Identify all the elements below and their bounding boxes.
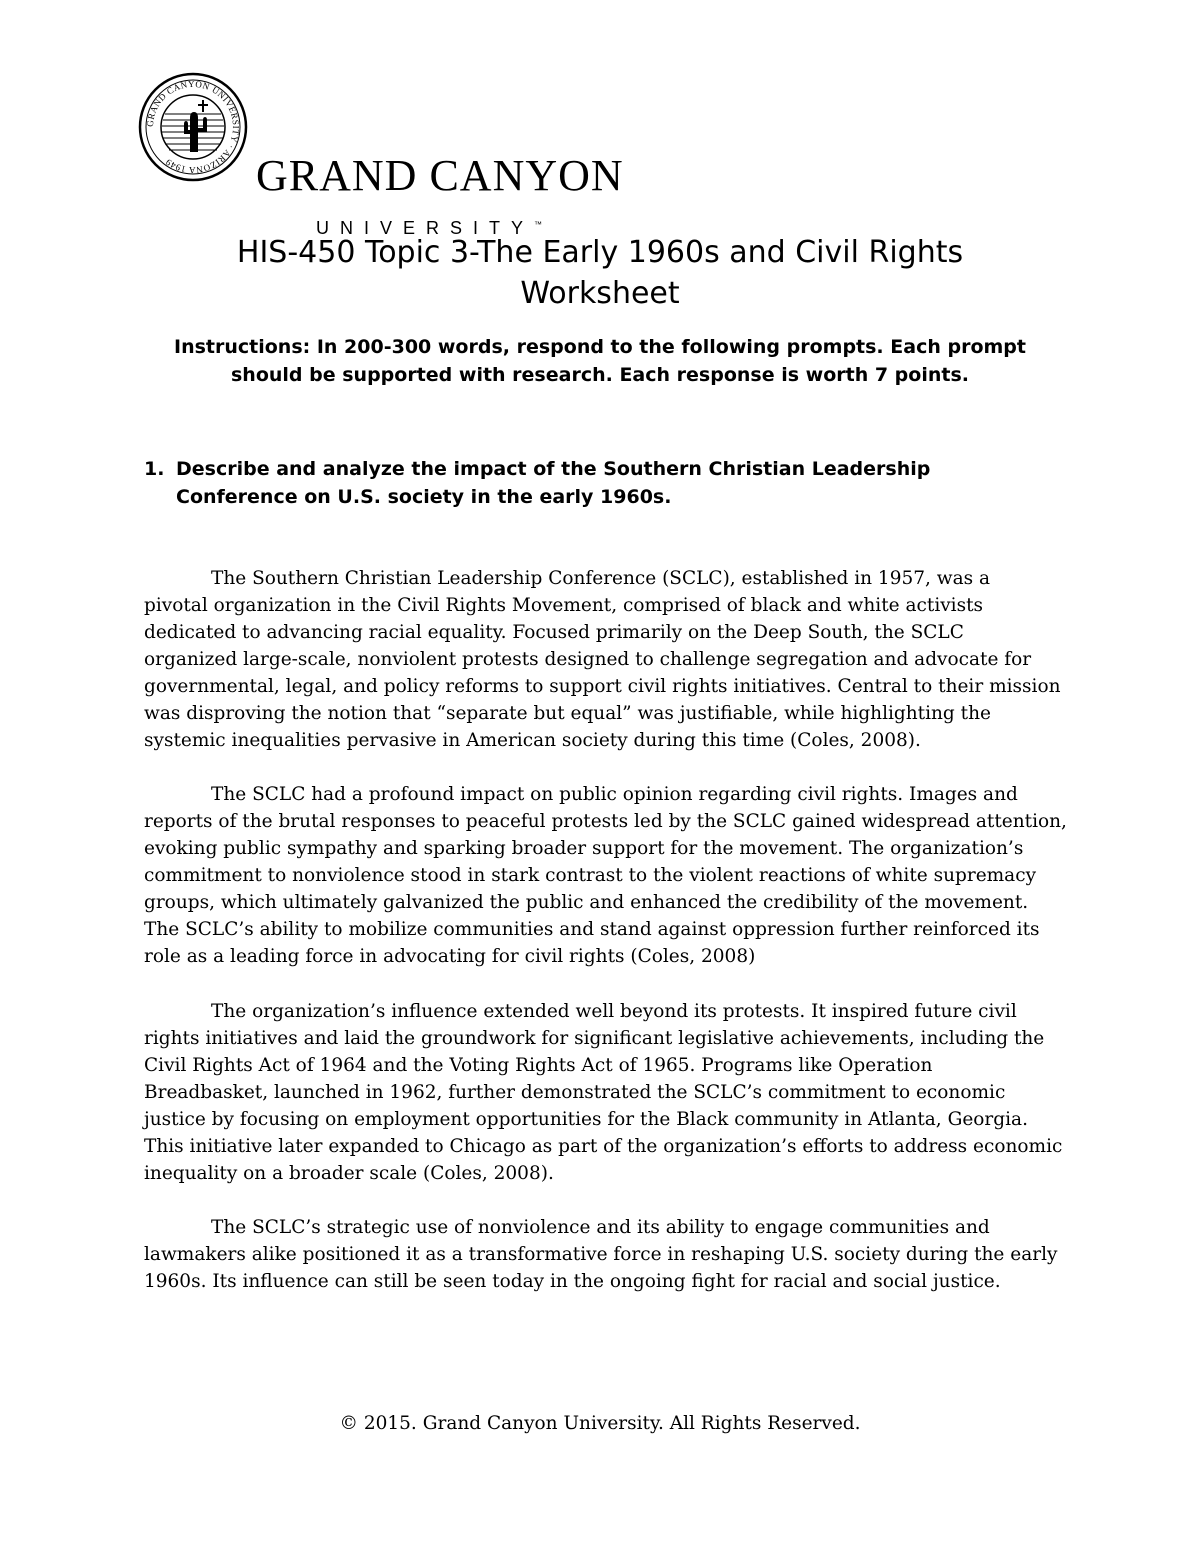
seal-text: GRAND CANYON UNIVERSITY · ARIZONA 1949 bbox=[144, 78, 242, 176]
paragraph-line: The SCLC’s ability to mobilize communities and stand against oppression further reinforced its bbox=[144, 919, 1040, 940]
paragraph-line: The organization’s influence extended well beyond its protests. It inspired future civil bbox=[211, 1001, 1017, 1022]
university-seal-icon bbox=[138, 72, 248, 182]
document-title-line-1: HIS-450 Topic 3-The Early 1960s and Civil Rights bbox=[236, 235, 964, 270]
paragraph-line: The SCLC had a profound impact on public opinion regarding civil rights. Images and bbox=[211, 784, 1018, 805]
question-number: 1. bbox=[144, 458, 165, 480]
paragraph-line: pivotal organization in the Civil Rights Movement, comprised of black and white activists bbox=[144, 595, 984, 616]
paragraph-line: was disproving the notion that “separate but equal” was justifiable, while highlighting the bbox=[144, 703, 991, 724]
trademark-symbol: ™ bbox=[534, 220, 543, 229]
paragraph-line: lawmakers alike positioned it as a transformative force in reshaping U.S. society during the early bbox=[144, 1244, 1058, 1265]
response-paragraph-1 bbox=[144, 565, 1064, 754]
wordmark-university-text: UNIVERSITY bbox=[316, 218, 535, 238]
paragraph-line: inequality on a broader scale (Coles, 2008). bbox=[144, 1163, 554, 1184]
paragraph-line: systemic inequalities pervasive in American society during this time (Coles, 2008). bbox=[144, 730, 921, 751]
paragraph-line: Breadbasket, launched in 1962, further demonstrated the SCLC’s commitment to economic bbox=[144, 1082, 1006, 1103]
instructions-line-1: Instructions: In 200-300 words, respond to the following prompts. Each prompt bbox=[174, 336, 1026, 358]
paragraph-line: justice by focusing on employment opportunities for the Black community in Atlanta, Georgia. bbox=[144, 1109, 1028, 1130]
paragraph-line: dedicated to advancing racial equality. Focused primarily on the Deep South, the SCLC bbox=[144, 622, 964, 643]
paragraph-line: groups, which ultimately galvanized the public and enhanced the credibility of the movement. bbox=[144, 892, 1029, 913]
paragraph-line: evoking public sympathy and sparking broader support for the movement. The organization’s bbox=[144, 838, 1024, 859]
paragraph-line: commitment to nonviolence stood in stark contrast to the violent reactions of white supremacy bbox=[144, 865, 1037, 886]
university-logo bbox=[138, 72, 624, 238]
wordmark-grand-canyon: GRAND CANYON bbox=[256, 151, 624, 200]
paragraph-line: governmental, legal, and policy reforms to support civil rights initiatives. Central to their mission bbox=[144, 676, 1061, 697]
instructions-line-2: should be supported with research. Each response is worth 7 points. bbox=[231, 364, 969, 386]
paragraph-line: role as a leading force in advocating for civil rights (Coles, 2008) bbox=[144, 946, 756, 967]
copyright-footer: © 2015. Grand Canyon University. All Rights Reserved. bbox=[339, 1413, 861, 1434]
question-prompt-line-1: Describe and analyze the impact of the Southern Christian Leadership bbox=[176, 458, 931, 480]
paragraph-line: Civil Rights Act of 1964 and the Voting Rights Act of 1965. Programs like Operation bbox=[144, 1055, 933, 1076]
paragraph-line: The Southern Christian Leadership Conference (SCLC), established in 1957, was a bbox=[211, 568, 991, 589]
paragraph-line: This initiative later expanded to Chicago as part of the organization’s efforts to address economic bbox=[144, 1136, 1063, 1157]
response-paragraph-4 bbox=[144, 1214, 1064, 1295]
document-title-line-2: Worksheet bbox=[520, 276, 680, 311]
paragraph-line: organized large-scale, nonviolent protests designed to challenge segregation and advocate for bbox=[144, 649, 1032, 670]
response-paragraph-3 bbox=[144, 998, 1064, 1187]
response-paragraph-2 bbox=[144, 781, 1067, 970]
paragraph-line: reports of the brutal responses to peaceful protests led by the SCLC gained widespread attention, bbox=[144, 811, 1067, 832]
paragraph-line: 1960s. Its influence can still be seen today in the ongoing fight for racial and social justice. bbox=[144, 1271, 1001, 1292]
paragraph-line: The SCLC’s strategic use of nonviolence and its ability to engage communities and bbox=[211, 1217, 990, 1238]
question-prompt-line-2: Conference on U.S. society in the early 1960s. bbox=[176, 486, 672, 508]
paragraph-line: rights initiatives and laid the groundwork for significant legislative achievements, including the bbox=[144, 1028, 1045, 1049]
